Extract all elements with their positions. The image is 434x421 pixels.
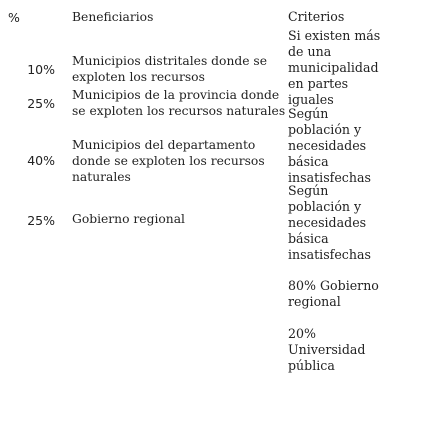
row-percent: 25% (27, 213, 55, 228)
header-beneficiaries: Beneficiarios (72, 10, 154, 24)
row-beneficiary: Municipios de la provincia donde se exploten los recursos naturales (72, 88, 286, 118)
row-percent: 25% (27, 96, 55, 111)
criteria-block: Según población y necesidades básica insatisfechas (288, 183, 371, 262)
row-percent: 40% (27, 153, 55, 168)
row-beneficiary: Municipios del departamento donde se exploten los recursos naturales (72, 138, 265, 184)
header-percent: % (8, 10, 20, 25)
criteria-block: Según población y necesidades básica insatisfechas (288, 106, 371, 185)
row-beneficiary: Municipios distritales donde se exploten los recursos (72, 54, 268, 84)
header-criteria: Criterios (288, 9, 345, 24)
criteria-block: 80% Gobierno regional (288, 278, 379, 309)
criteria-block: 20% Universidad pública (288, 326, 366, 373)
criteria-block: Si existen más de una municipalidad en partes iguales (288, 28, 381, 107)
row-percent: 10% (27, 62, 55, 77)
row-beneficiary: Gobierno regional (72, 212, 185, 226)
